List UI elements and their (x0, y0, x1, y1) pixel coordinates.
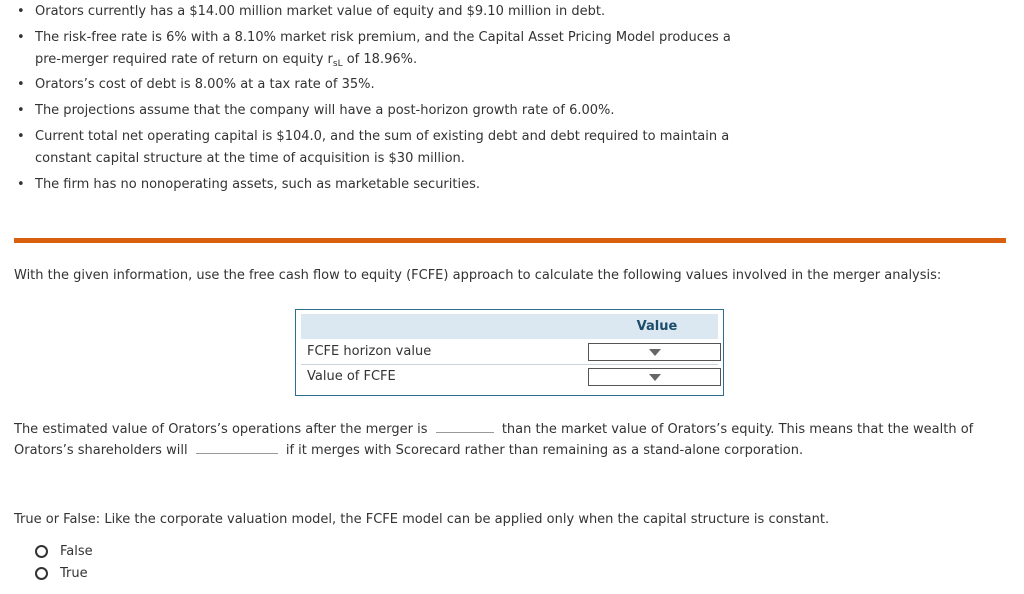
bullet-text: Orators’s cost of debt is 8.00% at a tax rate of 35%. (35, 77, 375, 92)
bullet-text: The projections assume that the company will have a post-horizon growth rate of 6.00%. (35, 103, 615, 118)
bullet-icon: • (17, 103, 25, 118)
true-false-question: True or False: Like the corporate valuation model, the FCFE model can be applied only when the capital structure is constant. (14, 512, 830, 527)
bullet-text-part: of 18.96%. (342, 52, 418, 67)
bullet-text: Current total net operating capital is $104.0, and the sum of existing debt and debt required to maintain a (35, 129, 730, 144)
sentence-text: Orators’s shareholders will (14, 443, 188, 458)
bullet-icon: • (17, 30, 25, 45)
radio-button[interactable] (35, 567, 48, 580)
value-of-fcfe-dropdown[interactable] (588, 368, 721, 386)
bullet-text: The risk-free rate is 6% with a 8.10% market risk premium, and the Capital Asset Pricing Model produces a (35, 30, 731, 45)
merger-conclusion-line-2 (14, 439, 803, 462)
chevron-down-icon (649, 374, 661, 381)
column-header-value: Value (636, 319, 678, 334)
row-label: FCFE horizon value (307, 344, 432, 359)
bullet-icon: • (17, 77, 25, 92)
bullet-text (35, 49, 417, 72)
fcfe-horizon-value-dropdown[interactable] (588, 343, 721, 361)
merger-conclusion-line-1 (14, 418, 973, 441)
radio-button[interactable] (35, 545, 48, 558)
comparison-blank-dropdown[interactable] (436, 418, 494, 433)
bullet-icon: • (17, 129, 25, 144)
bullet-text: The firm has no nonoperating assets, such as marketable securities. (35, 177, 480, 192)
bullet-text: Orators currently has a $14.00 million market value of equity and $9.10 million in debt. (35, 4, 606, 19)
section-divider (14, 238, 1006, 243)
sentence-text: The estimated value of Orators’s operations after the merger is (14, 422, 428, 437)
bullet-text: constant capital structure at the time of acquisition is $30 million. (35, 151, 465, 166)
radio-label: False (60, 544, 93, 559)
chevron-down-icon (649, 349, 661, 356)
sentence-text: if it merges with Scorecard rather than remaining as a stand-alone corporation. (285, 443, 804, 458)
row-label: Value of FCFE (307, 369, 396, 384)
subscript: sL (332, 59, 343, 69)
values-table (295, 309, 724, 396)
bullet-icon: • (17, 177, 25, 192)
table-header (301, 314, 718, 339)
sentence-text: than the market value of Orators’s equity. This means that the wealth of (501, 422, 974, 437)
table-row (301, 365, 718, 389)
radio-label: True (60, 566, 88, 581)
instructions-text: With the given information, use the free cash flow to equity (FCFE) approach to calculate the following values involved in the merger analysis: (14, 268, 942, 283)
wealth-effect-blank-dropdown[interactable] (196, 439, 278, 454)
bullet-icon: • (17, 4, 25, 19)
bullet-text-part: pre-merger required rate of return on equity r (35, 52, 333, 67)
table-row (301, 340, 718, 365)
